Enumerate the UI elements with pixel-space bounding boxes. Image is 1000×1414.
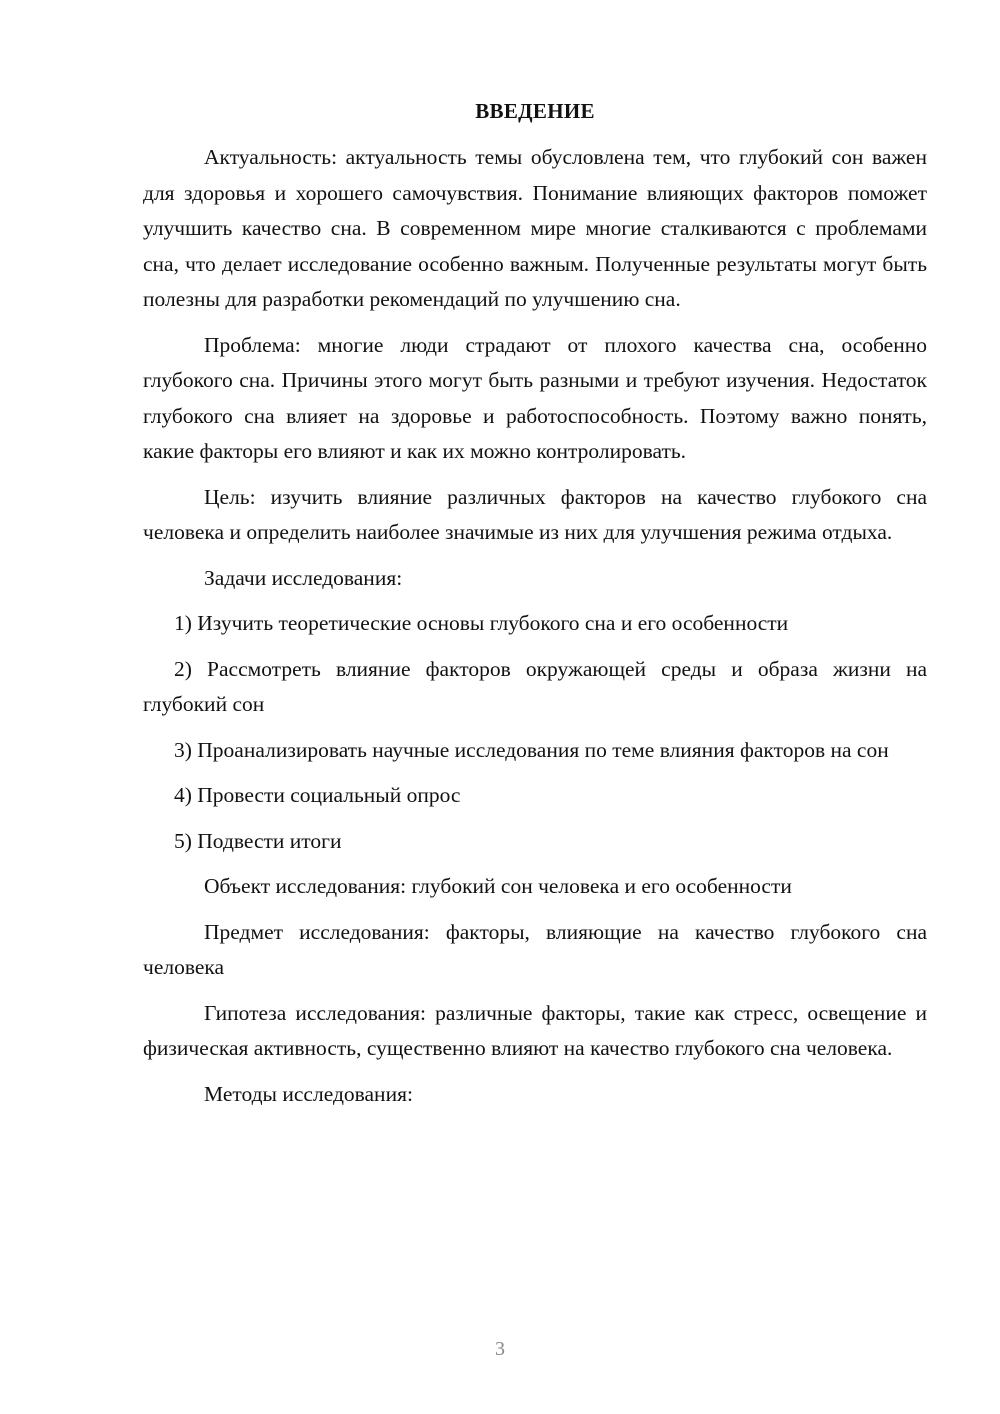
task-item-4: 4) Провести социальный опрос [174,783,461,807]
paragraph-hypothesis: Гипотеза исследования: различные факторы, такие как стресс, освещение и физическая активность, существенно влияют на качество глубокого сна человека. [143,1000,927,1060]
task-item-5: 5) Подвести итоги [174,828,342,853]
page-title: ВВЕДЕНИЕ [475,99,595,123]
paragraph-relevance: Актуальность: актуальность темы обусловлена тем, что глубокий сон важен для здоровья и хорошего самочувствия. Понимание влияющих факторов поможет улучшить качество сна. В современном мире многие сталкиваются с проблемами сна, что делает исследование особенно важным. Полученные результаты могут быть полезны для разработки рекомендаций по улучшению сна. [143,145,927,311]
page-number: 3 [495,1338,505,1360]
paragraph-object: Объект исследования: глубокий сон человека и его особенности [204,874,792,898]
task-item-1: 1) Изучить теоретические основы глубокого сна и его особенности [174,611,789,635]
task-item-3: 3) Проанализировать научные исследования по теме влияния факторов на сон [174,737,889,762]
paragraph-methods: Методы исследования: [204,1081,413,1106]
paragraph-goal: Цель: изучить влияние различных факторов на качество глубокого сна человека и определить наиболее значимые из них для улучшения режима отдыха. [143,484,927,544]
paragraph-tasks-heading: Задачи исследования: [204,565,403,590]
task-item-2: 2) Рассмотреть влияние факторов окружающей среды и образа жизни на глубокий сон [143,656,927,716]
paragraph-subject: Предмет исследования: факторы, влияющие на качество глубокого сна человека [143,919,927,979]
paragraph-problem: Проблема: многие люди страдают от плохого качества сна, особенно глубокого сна. Причины этого могут быть разными и требуют изучения. Недостаток глубокого сна влияет на здоровье и работоспособность. Поэтому важно понять, какие факторы его влияют и как их можно контролировать. [143,332,927,463]
document-body [143,140,927,1112]
